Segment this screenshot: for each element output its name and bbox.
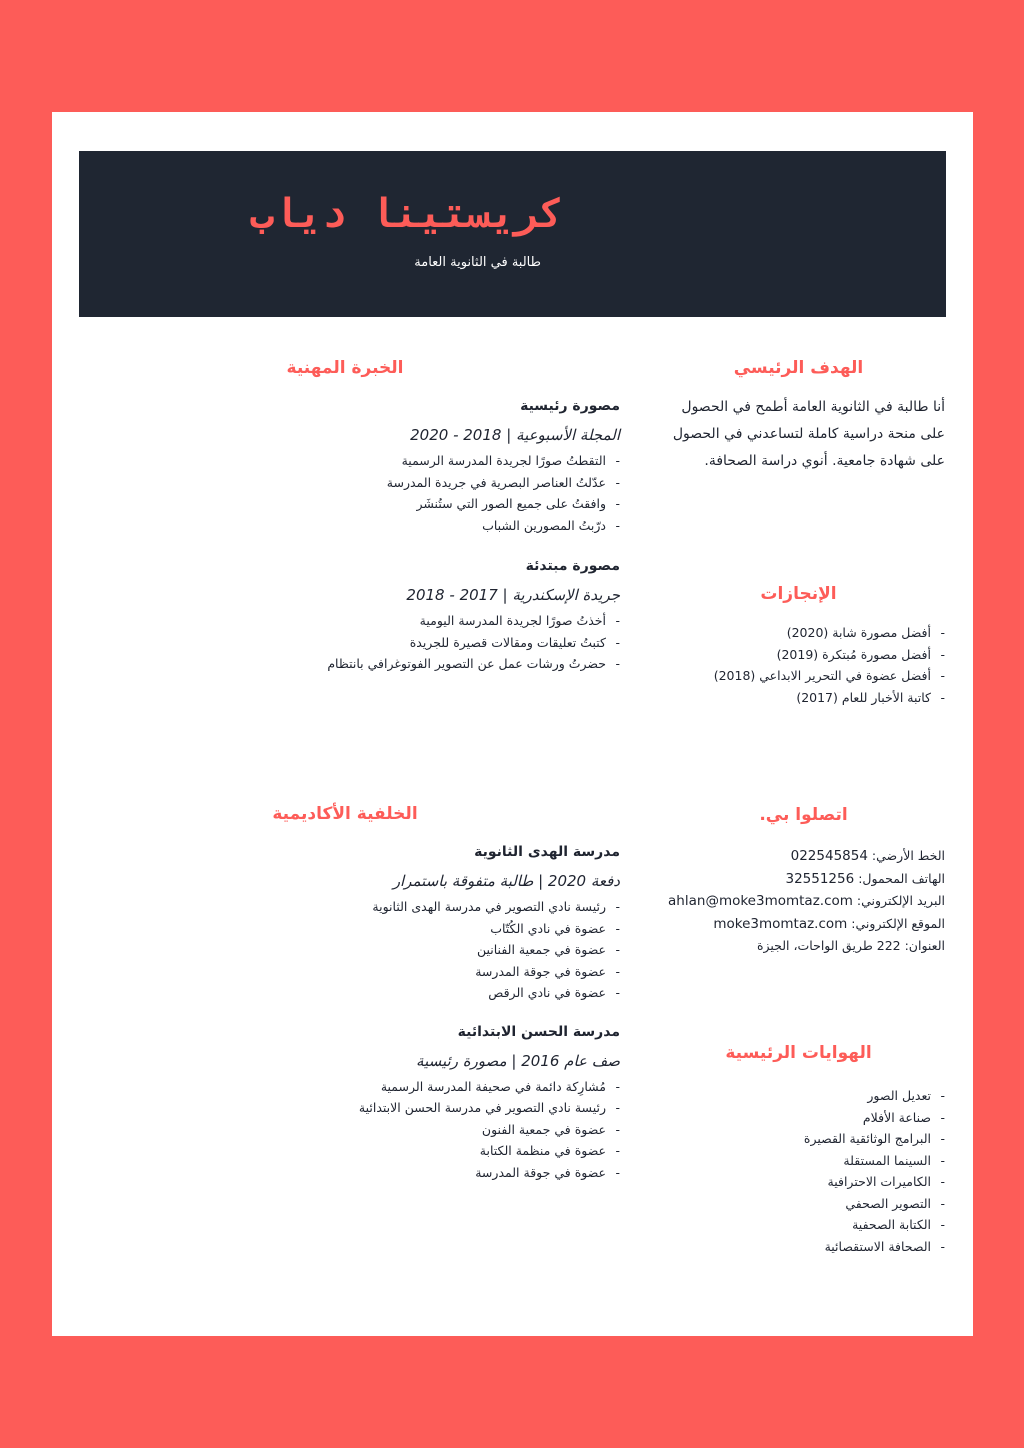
list-item: -عضوة في نادي الرقص xyxy=(488,985,620,1000)
candidate-subtitle: طالبة في الثانوية العامة xyxy=(414,255,541,270)
list-item: -الصحافة الاستقصائية xyxy=(824,1238,945,1254)
list-item: -أخذتُ صورًا لجريدة المدرسة اليومية xyxy=(419,613,620,628)
objective-line: أنا طالبة في الثانوية العامة أطمح في الحصول xyxy=(681,399,945,415)
experience-section xyxy=(232,358,620,675)
list-item: -عدّلتُ العناصر البصرية في جريدة المدرسة xyxy=(386,474,620,490)
candidate-name: كريستينا دياب xyxy=(249,191,563,237)
list-item: -صناعة الأفلام xyxy=(862,1109,945,1125)
resume-page xyxy=(52,112,973,1336)
list-item: -مُشارِكة دائمة في صحيفة المدرسة الرسمية xyxy=(380,1078,620,1094)
list-item: -عضوة في جمعية الفنون xyxy=(481,1121,620,1137)
contact-address: العنوان: 222 طريق الواحات، الجيزة xyxy=(756,938,945,953)
job-subtitle: جريدة الإسكندرية | 2017 - 2018 xyxy=(406,586,620,604)
school-title: مدرسة الحسن الابتدائية xyxy=(457,1023,620,1040)
job-entry xyxy=(232,558,620,675)
objective-line: على منحة دراسية كاملة لتساعدني في الحصول xyxy=(672,426,945,442)
list-item: -الكاميرات الاحترافية xyxy=(827,1174,945,1189)
school-title: مدرسة الهدى الثانوية xyxy=(474,844,620,860)
list-item: -عضوة في نادي الكُتّاب xyxy=(490,920,620,936)
list-item: -الكتابة الصحفية xyxy=(852,1217,945,1232)
objective-title: الهدف الرئيسي xyxy=(733,358,864,378)
list-item: -التصوير الصحفي xyxy=(845,1195,945,1211)
education-section xyxy=(232,804,620,1183)
contact-website[interactable]: الموقع الإلكتروني: moke3momtaz.com xyxy=(713,915,945,932)
list-item: -عضوة في جوقة المدرسة xyxy=(475,963,620,979)
list-item: -رئيسة نادي التصوير في مدرسة الحسن الابتدائية xyxy=(358,1100,620,1115)
header-banner xyxy=(79,151,946,317)
list-item: -كتبتُ تعليقات ومقالات قصيرة للجريدة xyxy=(409,634,620,650)
contact-email[interactable]: البريد الإلكتروني: ahlan@moke3momtaz.com xyxy=(668,893,945,909)
objective-text xyxy=(652,394,945,475)
list-item: -تعديل الصور xyxy=(867,1088,945,1103)
school-entry xyxy=(232,844,620,1004)
hobbies-title: الهوايات الرئيسية xyxy=(725,1043,872,1063)
experience-title: الخبرة المهنية xyxy=(286,358,404,378)
job-duties xyxy=(232,610,620,675)
list-item: -رئيسة نادي التصوير في مدرسة الهدى الثانوية xyxy=(372,899,620,914)
school-activities xyxy=(232,896,620,1004)
job-title: مصورة رئيسية xyxy=(520,398,620,414)
list-item: -درّبتُ المصورين الشباب xyxy=(482,517,620,533)
objective-section xyxy=(652,358,945,475)
job-subtitle: المجلة الأسبوعية | 2018 - 2020 xyxy=(410,426,620,444)
list-item: -وافقتُ على جميع الصور التي ستُنشَر xyxy=(416,496,620,511)
school-entry xyxy=(232,1024,620,1184)
objective-line: على شهادة جامعية. أنوي دراسة الصحافة. xyxy=(704,453,945,469)
list-item: -عضوة في جوقة المدرسة xyxy=(475,1164,620,1180)
contact-mobile: الهاتف المحمول: 32551256 xyxy=(785,870,945,887)
list-item: -حضرتُ ورشات عمل عن التصوير الفوتوغرافي بانتظام xyxy=(327,656,620,671)
achievements-title: الإنجازات xyxy=(760,584,837,604)
list-item: -كاتبة الأخبار للعام (2017) xyxy=(796,689,945,705)
school-subtitle: دفعة 2020 | طالبة متفوقة باستمرار xyxy=(392,872,620,890)
contact-section xyxy=(632,805,945,957)
list-item: -السينما المستقلة xyxy=(843,1152,945,1168)
list-item: -البرامج الوثائقية القصيرة xyxy=(803,1131,945,1146)
list-item: -أفضل مصورة شابة (2020) xyxy=(786,625,945,640)
list-item: -أفضل مصورة مُبتكرة (2019) xyxy=(776,646,945,662)
contact-title: اتصلوا بي. xyxy=(759,805,848,825)
hobbies-section xyxy=(652,1043,945,1257)
school-subtitle: صف عام 2016 | مصورة رئيسية xyxy=(416,1051,620,1070)
job-entry xyxy=(232,398,620,536)
school-activities xyxy=(232,1076,620,1184)
achievements-list xyxy=(652,622,945,708)
education-title: الخلفية الأكاديمية xyxy=(272,804,418,824)
achievements-section xyxy=(652,584,945,708)
contact-landline: الخط الأرضي: 022545854 xyxy=(790,848,945,864)
job-duties xyxy=(232,450,620,536)
list-item: -عضوة في جمعية الفنانين xyxy=(476,942,620,957)
list-item: -التقطتُ صورًا لجريدة المدرسة الرسمية xyxy=(401,453,620,468)
list-item: -عضوة في منظمة الكتابة xyxy=(479,1143,620,1158)
list-item: -أفضل عضوة في التحرير الابداعي (2018) xyxy=(713,668,945,683)
job-title: مصورة مبتدئة xyxy=(525,558,620,574)
hobbies-list xyxy=(652,1085,945,1257)
